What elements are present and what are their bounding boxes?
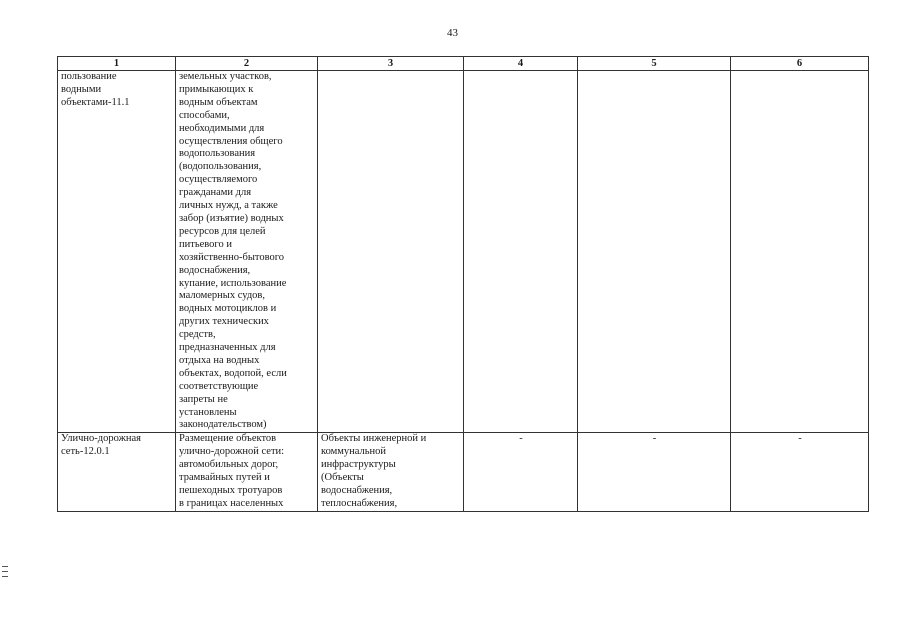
param-cell-4: - xyxy=(464,433,578,511)
param-cell-6 xyxy=(731,71,869,433)
param-cell-4 xyxy=(464,71,578,433)
column-header-2: 2 xyxy=(176,57,318,71)
table-header-row xyxy=(58,57,869,71)
table-row xyxy=(58,71,869,433)
objects-cell: Объекты инженерной и коммунальной инфраструктуры (Объекты водоснабжения, теплоснабжения, xyxy=(318,433,464,511)
scan-margin-mark xyxy=(2,576,8,577)
table-row xyxy=(58,433,869,511)
column-header-3: 3 xyxy=(318,57,464,71)
land-use-type-cell: пользование водными объектами-11.1 xyxy=(58,71,176,433)
param-cell-6: - xyxy=(731,433,869,511)
column-header-1: 1 xyxy=(58,57,176,71)
param-cell-5 xyxy=(578,71,731,433)
scan-margin-mark xyxy=(2,571,8,572)
page-number: 43 xyxy=(447,27,458,39)
column-header-4: 4 xyxy=(464,57,578,71)
param-cell-5: - xyxy=(578,433,731,511)
description-cell: земельных участков, примыкающих к водным объектам способами, необходимыми для осуществления общего водопользования (водопользования, осуществляемого гражданами для личных нужд, а также забор (изъятие) водных ресурсов для целей питьевого и хозяйственно-бытового водоснабжения, купание, использование маломерных судов, водных мотоциклов и других технических средств, предназначенных для отдыха на водных объектах, водопой, если соответствующие запреты не установлены законодательством) xyxy=(176,71,318,433)
description-cell: Размещение объектов улично-дорожной сети: автомобильных дорог, трамвайных путей и пешеходных тротуаров в границах населенных xyxy=(176,433,318,511)
column-header-5: 5 xyxy=(578,57,731,71)
scan-margin-mark xyxy=(2,566,8,567)
document-table xyxy=(57,56,869,512)
land-use-type-cell: Улично-дорожная сеть-12.0.1 xyxy=(58,433,176,511)
column-header-6: 6 xyxy=(731,57,869,71)
objects-cell xyxy=(318,71,464,433)
